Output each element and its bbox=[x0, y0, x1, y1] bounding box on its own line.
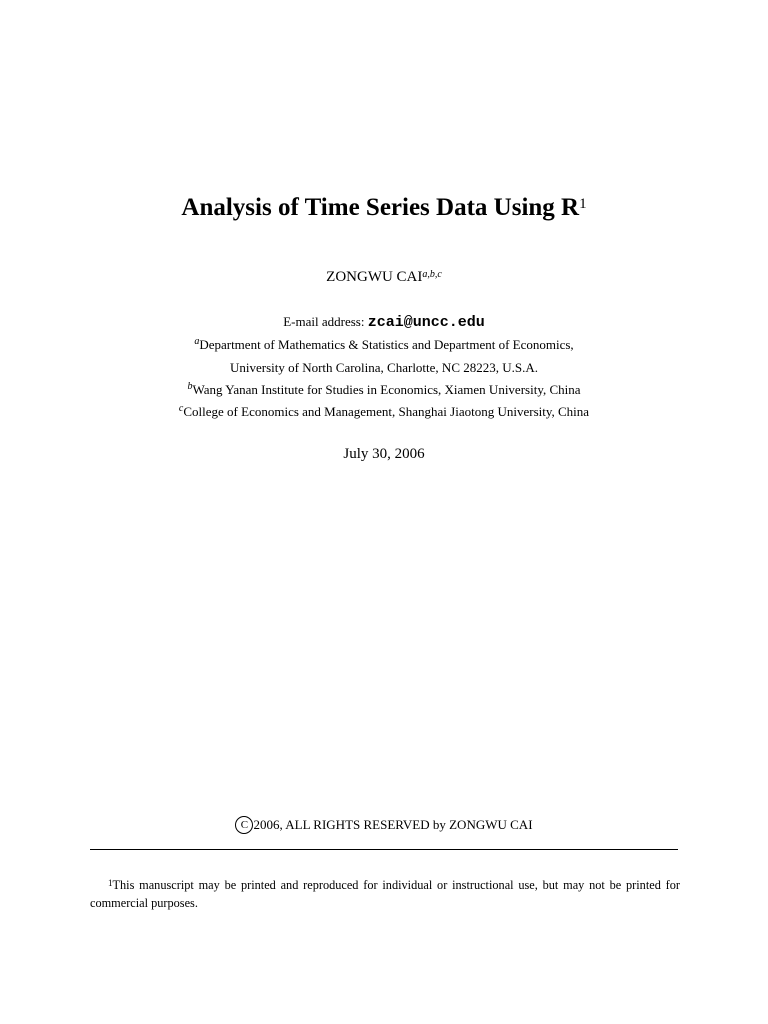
title-footnote-mark: 1 bbox=[579, 196, 587, 212]
email-line bbox=[0, 312, 768, 333]
copyright-text: 2006, ALL RIGHTS RESERVED by ZONGWU CAI bbox=[253, 817, 533, 832]
author-affiliation-marks: a,b,c bbox=[422, 269, 442, 280]
document-date: July 30, 2006 bbox=[343, 446, 425, 462]
affiliation-a-line-2 bbox=[0, 359, 768, 377]
copyright-line bbox=[0, 815, 768, 835]
document-title bbox=[0, 192, 768, 224]
affiliation-a-line-1 bbox=[0, 336, 768, 354]
affiliation-mark-b: b bbox=[187, 381, 193, 392]
email-address: zcai@uncc.edu bbox=[367, 314, 485, 331]
email-label: E-mail address: bbox=[283, 314, 365, 329]
affiliation-b bbox=[0, 381, 768, 399]
footnote-mark: 1 bbox=[108, 878, 113, 888]
affiliation-text-c: College of Economics and Management, Shanghai Jiaotong University, China bbox=[183, 404, 590, 419]
affiliation-mark-a: a bbox=[194, 336, 200, 347]
affiliation-text-a: Department of Mathematics & Statistics and Department of Economics, bbox=[199, 337, 574, 352]
footnote bbox=[90, 876, 680, 912]
affiliation-c bbox=[0, 403, 768, 421]
footnote-text: This manuscript may be printed and reproduced for individual or instructional use, but may not be printed for commercial purposes. bbox=[90, 878, 680, 910]
author-line bbox=[0, 267, 768, 287]
copyright-icon: C bbox=[235, 816, 253, 834]
footnote-rule bbox=[90, 849, 678, 850]
author-name: ZONGWU CAI bbox=[326, 269, 423, 285]
affiliation-mark-c: c bbox=[178, 403, 184, 414]
affiliation-text-a-cont: University of North Carolina, Charlotte, NC 28223, U.S.A. bbox=[230, 360, 538, 375]
affiliation-text-b: Wang Yanan Institute for Studies in Economics, Xiamen University, China bbox=[192, 382, 581, 397]
title-text: Analysis of Time Series Data Using R bbox=[181, 194, 580, 221]
